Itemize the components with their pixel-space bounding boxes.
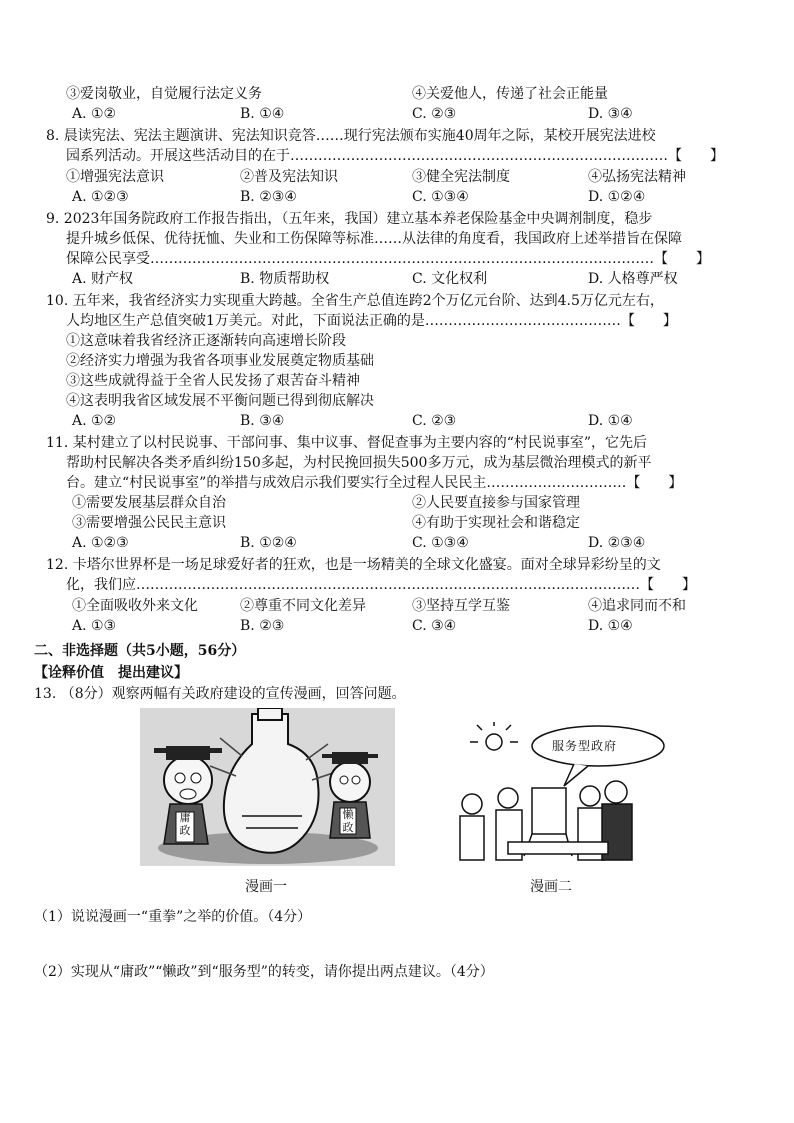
q10-stem-line1: 10. 五年来，我省经济实力实现重大跨越。全省生产总值连跨2个万亿元台阶、达到4.5万亿元左右，: [46, 293, 664, 309]
q8-stem-line1: 8. 晨读宪法、宪法主题演讲、宪法知识竞答……现行宪法颁布实施40周年之际，某校开展宪法进校: [46, 128, 656, 144]
q12-stem-line1: 12. 卡塔尔世界杯是一场足球爱好者的狂欢，也是一场精美的全球文化盛宴。面对全球异彩纷呈的文: [46, 557, 661, 573]
q10-statement-2: ②经济实力增强为我省各项事业发展奠定物质基础: [66, 353, 374, 369]
q12-option-1: ①全面吸收外来文化: [72, 598, 198, 614]
q10-statement-4: ④这表明我省区域发展不平衡问题已得到彻底解决: [66, 393, 374, 409]
q10-statement-1: ①这意味着我省经济正逐渐转向高速增长阶段: [66, 333, 346, 349]
q12-option-3: ③坚持互学互鉴: [412, 598, 510, 614]
q9-choice-c: C. 文化权利: [412, 271, 488, 287]
q10-choice-a: A. ①②: [72, 413, 117, 429]
q13-part1: （1）说说漫画一“重拳”之举的价值。（4分）: [34, 909, 312, 925]
q7-option-4: ④关爱他人，传递了社会正能量: [412, 86, 608, 102]
q7-choice-d: D. ③④: [588, 106, 633, 122]
q8-stem-line2: 园系列活动。开展这些活动目的在于………………………………………………………………………【 】: [66, 148, 724, 164]
cartoon-one-left-label: 庸政: [179, 811, 191, 837]
section-title: 二、非选择题（共5小题，56分）: [34, 643, 246, 659]
q11-stem-line3: 台。建立“村民说事室”的举措与成效启示我们要实行全过程人民民主…………………………【 】: [66, 475, 683, 491]
q8-option-3: ③健全宪法制度: [412, 169, 510, 185]
q9-stem-line3: 保障公民享受………………………………………………………………………………………………【 】: [66, 251, 710, 267]
q8-option-1: ①增强宪法意识: [66, 169, 164, 185]
q13-stem: 13. （8分）观察两幅有关政府建设的宣传漫画，回答问题。: [34, 686, 406, 702]
q8-choice-b: B. ②③④: [240, 189, 297, 205]
q11-choice-d: D. ②③④: [588, 535, 646, 551]
q8-option-2: ②普及宪法知识: [240, 169, 338, 185]
q11-option-4: ④有助于实现社会和谐稳定: [412, 515, 580, 531]
q8-choice-a: A. ①②③: [72, 189, 129, 205]
q8-choice-d: D. ①②④: [588, 189, 646, 205]
cartoon-two-caption: 漫画二: [530, 879, 572, 895]
cartoon-one-caption: 漫画一: [245, 879, 287, 895]
q8-choice-c: C. ①③④: [412, 189, 469, 205]
q10-choice-c: C. ②③: [412, 413, 457, 429]
cartoon-two: [448, 722, 673, 870]
cartoon-two-sign: 服务型政府: [552, 739, 618, 753]
q9-stem-line1: 9. 2023年国务院政府工作报告指出，（五年来，我国）建立基本养老保险基金中央调剂制度，稳步: [46, 211, 653, 227]
q12-option-2: ②尊重不同文化差异: [240, 598, 366, 614]
q10-choice-b: B. ③④: [240, 413, 285, 429]
q11-option-1: ①需要发展基层群众自治: [72, 495, 226, 511]
q9-stem-line2: 提升城乡低保、优待抚恤、失业和工伤保障等标准……从法律的角度看，我国政府上述举措旨在保障: [66, 231, 682, 247]
q12-choice-a: A. ①③: [72, 618, 117, 634]
q11-option-2: ②人民要直接参与国家管理: [412, 495, 580, 511]
q10-statement-3: ③这些成就得益于全省人民发扬了艰苦奋斗精神: [66, 373, 360, 389]
q8-option-4: ④弘扬宪法精神: [588, 169, 686, 185]
cartoon-one: [140, 708, 395, 866]
q12-choice-d: D. ①④: [588, 618, 633, 634]
q10-choice-d: D. ①④: [588, 413, 633, 429]
q9-choice-d: D. 人格尊严权: [588, 271, 678, 287]
q11-stem-line2: 帮助村民解决各类矛盾纠纷150多起，为村民挽回损失500多万元，成为基层微治理模式的新平: [66, 455, 652, 471]
q11-option-3: ③需要增强公民民主意识: [72, 515, 226, 531]
q9-choice-b: B. 物质帮助权: [240, 271, 330, 287]
q13-part2: （2）实现从“庸政”“懒政”到“服务型”的转变，请你提出两点建议。（4分）: [34, 964, 494, 980]
q12-option-4: ④追求同而不和: [588, 598, 686, 614]
q7-choice-b: B. ①④: [240, 106, 285, 122]
q12-choice-c: C. ③④: [412, 618, 457, 634]
q7-choice-a: A. ①②: [72, 106, 117, 122]
q11-choice-c: C. ①③④: [412, 535, 469, 551]
q11-choice-a: A. ①②③: [72, 535, 129, 551]
q11-stem-line1: 11. 某村建立了以村民说事、干部问事、集中议事、督促查事为主要内容的“村民说事室”，它先后: [46, 435, 648, 451]
q12-choice-b: B. ②③: [240, 618, 285, 634]
section-subtitle: 【诠释价值 提出建议】: [34, 665, 188, 681]
q12-stem-line2: 化，我们应………………………………………………………………………………………………【 】: [66, 577, 696, 593]
cartoon-one-right-label: 懒政: [342, 808, 354, 834]
cartoon-one-drawing: [140, 708, 395, 866]
q7-choice-c: C. ②③: [412, 106, 457, 122]
q9-choice-a: A. 财产权: [72, 271, 134, 287]
q11-choice-b: B. ①②④: [240, 535, 297, 551]
q7-option-3: ③爱岗敬业，自觉履行法定义务: [66, 86, 262, 102]
q10-stem-line2: 人均地区生产总值突破1万美元。对此，下面说法正确的是……………………………………【 】: [66, 313, 677, 329]
